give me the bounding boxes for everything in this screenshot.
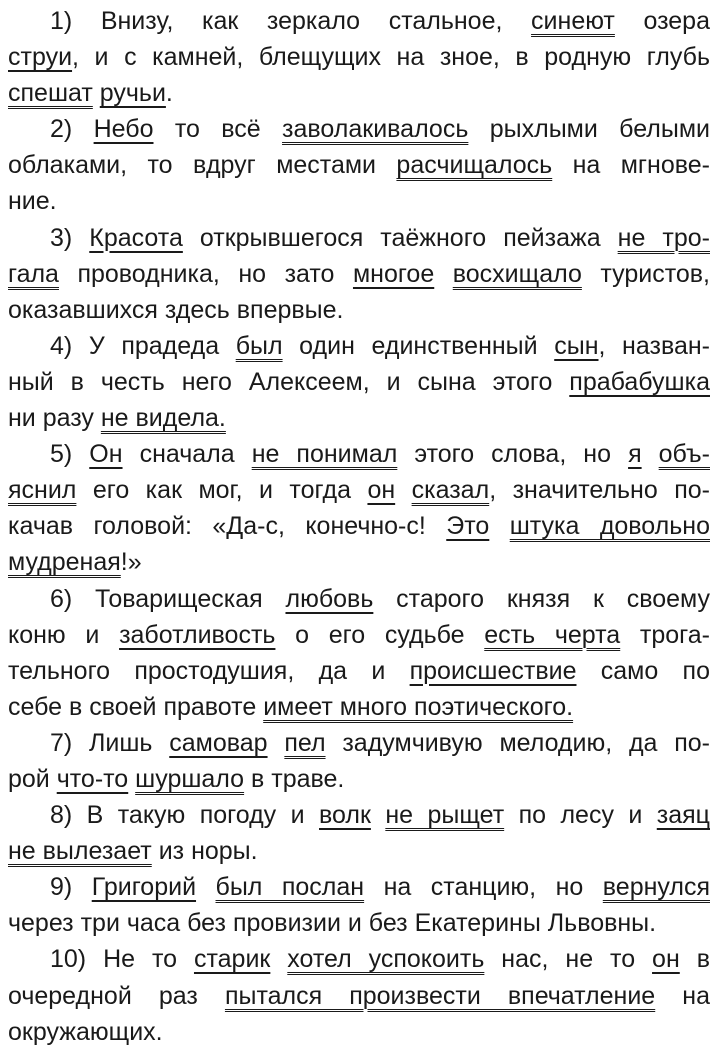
subject-underlined: многое — [352, 259, 435, 288]
subject-underlined: струи — [8, 43, 73, 72]
subject-underlined: он — [367, 476, 396, 505]
plain-text: из норы. — [151, 837, 258, 866]
subject-underlined: ручьи — [99, 79, 166, 108]
plain-text: через три часа без провизии и без Екатерины Львовны. — [8, 909, 657, 938]
text-line — [8, 508, 710, 544]
plain-text — [371, 801, 385, 829]
plain-text: 2) — [50, 115, 94, 144]
subject-underlined: Это — [446, 512, 490, 541]
sentence-10 — [8, 941, 710, 1049]
text-line — [8, 761, 710, 797]
plain-text: 4) У прадеда — [50, 331, 236, 360]
plain-text: 3) — [50, 223, 90, 252]
plain-text: в — [679, 945, 710, 974]
plain-text: о его судьбе — [275, 620, 485, 649]
predicate-double-underlined: синеют — [531, 7, 615, 35]
subject-underlined: заботливость — [119, 620, 276, 649]
plain-text: 7) Лишь — [50, 728, 170, 757]
text-line — [8, 905, 710, 941]
plain-text — [268, 729, 285, 757]
sentence-1 — [8, 3, 710, 111]
plain-text: на — [655, 981, 710, 1010]
plain-text: на станцию, но — [364, 873, 603, 902]
predicate-double-underlined: яснил — [8, 476, 77, 505]
predicate-double-underlined: спешат — [8, 79, 93, 108]
text-line — [8, 617, 710, 653]
plain-text: один единственный — [282, 331, 555, 360]
plain-text: себе в своей правоте — [8, 692, 264, 721]
plain-text: ние. — [8, 187, 57, 216]
text-line — [8, 75, 710, 111]
plain-text: этого слова, но — [397, 440, 629, 469]
predicate-double-underlined: сказал — [411, 476, 490, 505]
plain-text: 5) — [50, 440, 90, 469]
subject-underlined: Красота — [89, 223, 183, 252]
text-line — [8, 581, 710, 617]
predicate-double-underlined: был послан — [215, 873, 365, 902]
plain-text: коню и — [8, 620, 120, 649]
plain-text: , значительно по- — [489, 476, 710, 505]
plain-text: само по — [576, 656, 710, 685]
text-line — [8, 941, 710, 977]
plain-text: 8) В такую погоду и — [50, 801, 319, 830]
plain-text: то всё — [153, 115, 283, 144]
predicate-double-underlined: восхищало — [452, 259, 582, 288]
text-line — [8, 39, 710, 75]
predicate-double-underlined: расчищалось — [396, 151, 553, 180]
plain-text: , назван- — [598, 331, 710, 360]
subject-underlined: что-то — [56, 764, 129, 793]
plain-text: !» — [120, 548, 142, 577]
text-line — [8, 147, 710, 183]
subject-underlined: заяц — [656, 801, 710, 830]
subject-underlined: я — [628, 440, 642, 469]
plain-text: оказавшихся здесь впервые. — [8, 295, 344, 324]
predicate-double-underlined: был — [235, 331, 283, 360]
text-line — [8, 436, 710, 472]
plain-text — [270, 945, 287, 973]
subject-underlined: волк — [319, 801, 371, 830]
text-line — [8, 833, 710, 869]
plain-text: 6) Товарищеская — [50, 584, 286, 613]
text-line — [8, 364, 710, 400]
plain-text: 9) — [50, 873, 92, 902]
sentence-9 — [8, 869, 710, 941]
sentence-7 — [8, 725, 710, 797]
text-line — [8, 472, 710, 508]
predicate-double-underlined: мудреная — [8, 548, 121, 577]
predicate-double-underlined: вернулся — [602, 873, 710, 902]
plain-text: его как мог, и тогда — [76, 476, 368, 505]
plain-text: проводника, но зато — [58, 259, 353, 288]
plain-text: открывшегося таёжного пейзажа — [182, 223, 618, 252]
plain-text: качав головой: «Да-с, конечно-с! — [8, 512, 447, 541]
predicate-double-underlined: не видела. — [100, 404, 226, 433]
subject-underlined: любовь — [285, 584, 374, 613]
predicate-double-underlined: хотел успокоить — [287, 945, 485, 974]
plain-text: окружающих. — [8, 1017, 163, 1046]
plain-text: облаками, то вдруг местами — [8, 151, 397, 180]
text-line — [8, 869, 710, 905]
subject-underlined: Небо — [93, 115, 154, 144]
subject-underlined: Он — [89, 440, 123, 469]
text-line — [8, 183, 710, 219]
text-line — [8, 689, 710, 725]
subject-underlined: прабабушка — [569, 367, 710, 396]
plain-text: в траве. — [244, 764, 345, 793]
predicate-double-underlined: пел — [284, 728, 326, 757]
text-line — [8, 220, 710, 256]
predicate-double-underlined: шуршало — [135, 764, 245, 793]
predicate-double-underlined: не вылезает — [8, 837, 152, 866]
text-line — [8, 292, 710, 328]
text-line — [8, 1014, 710, 1050]
plain-text: ни разу — [8, 404, 101, 433]
plain-text: нас, не то — [484, 945, 653, 974]
predicate-double-underlined: заволакивалось — [282, 115, 469, 144]
text-line — [8, 400, 710, 436]
plain-text — [642, 440, 659, 468]
plain-text — [395, 476, 411, 504]
plain-text — [196, 873, 215, 901]
text-line — [8, 3, 710, 39]
plain-text: . — [165, 79, 173, 108]
subject-underlined: он — [652, 945, 680, 974]
plain-text: трога- — [620, 620, 710, 649]
plain-text: туристов, — [581, 259, 710, 288]
predicate-double-underlined: объ- — [658, 440, 710, 469]
subject-underlined: Григорий — [91, 873, 197, 902]
sentence-4 — [8, 328, 710, 436]
predicate-double-underlined: не рыщет — [385, 801, 505, 830]
plain-text: 10) Не то — [50, 945, 194, 974]
predicate-double-underlined: имеет много поэтического. — [263, 692, 574, 721]
plain-text: старого князя к своему — [373, 584, 710, 613]
plain-text: по лесу и — [504, 801, 657, 830]
predicate-double-underlined: гала — [8, 259, 59, 288]
subject-underlined: сын — [554, 331, 599, 360]
text-line — [8, 653, 710, 689]
plain-text: 1) Внизу, как зеркало стальное, — [50, 7, 532, 35]
sentence-3 — [8, 220, 710, 328]
predicate-double-underlined: пытался произвести впечатление — [224, 981, 656, 1010]
predicate-double-underlined: есть черта — [484, 620, 621, 649]
plain-text: сначала — [122, 440, 252, 469]
plain-text — [434, 260, 453, 288]
sentence-2 — [8, 111, 710, 219]
text-line — [8, 328, 710, 364]
predicate-double-underlined: штука довольно — [509, 512, 710, 541]
sentence-6 — [8, 581, 710, 725]
subject-underlined: происшествие — [409, 656, 577, 685]
text-line — [8, 725, 710, 761]
plain-text: очередной раз — [8, 981, 225, 1010]
plain-text: на мгнове- — [552, 151, 710, 180]
plain-text: рой — [8, 764, 57, 793]
sentence-8 — [8, 797, 710, 869]
plain-text: , и с камней, блещущих на зное, в родную глубь — [72, 43, 710, 72]
subject-underlined: старик — [193, 945, 271, 974]
text-line — [8, 544, 710, 580]
text-line — [8, 256, 710, 292]
plain-text: рыхлыми белыми — [468, 115, 710, 144]
plain-text — [93, 79, 100, 107]
sentence-5 — [8, 436, 710, 580]
text-line — [8, 111, 710, 147]
plain-text — [489, 512, 509, 540]
subject-underlined: самовар — [169, 728, 268, 757]
plain-text: ный в честь него Алексеем, и сына этого — [8, 367, 570, 396]
plain-text: задумчивую мелодию, да по- — [325, 728, 710, 757]
text-line — [8, 978, 710, 1014]
plain-text: озера — [614, 7, 710, 35]
predicate-double-underlined: не понимал — [251, 440, 398, 469]
plain-text: тельного простодушия, да и — [8, 656, 410, 685]
text-line — [8, 797, 710, 833]
predicate-double-underlined: не тро- — [617, 223, 710, 252]
